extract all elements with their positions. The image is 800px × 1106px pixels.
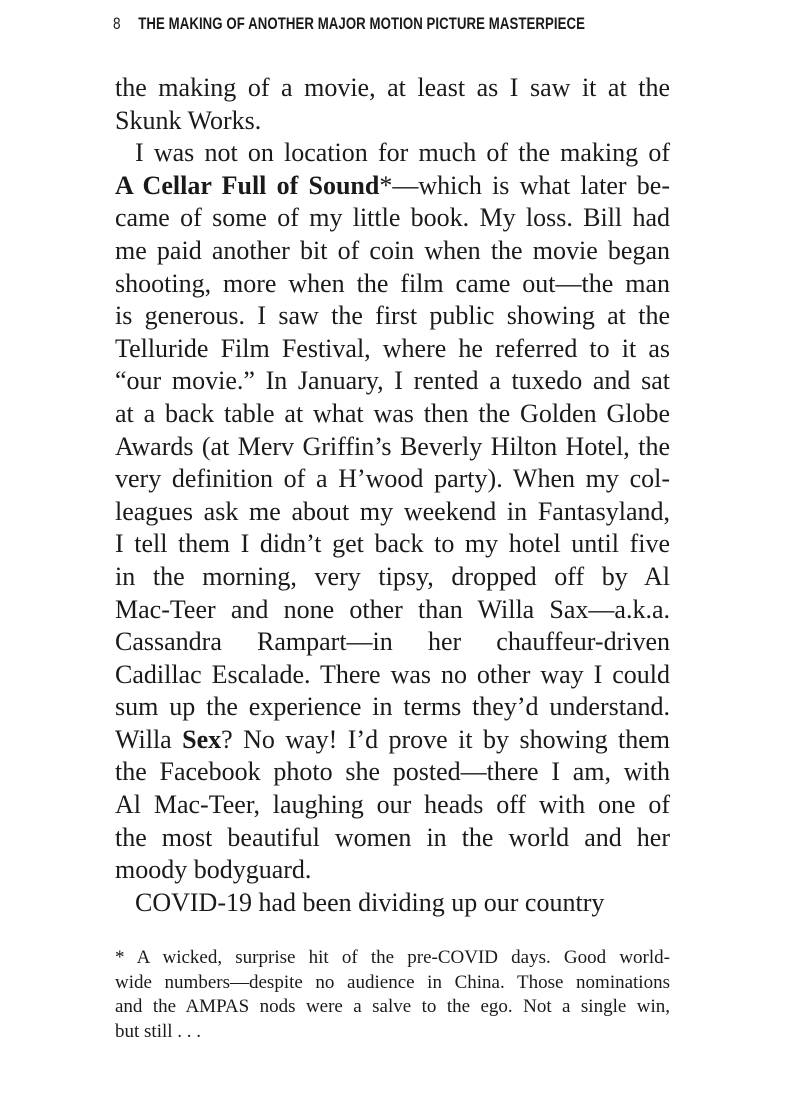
body-line: I was not on location for much of the making of xyxy=(135,138,670,168)
body-line: shooting, more when the film came out—the man xyxy=(115,268,670,298)
bold-word: Sex xyxy=(182,724,222,754)
body-line: Skunk Works. xyxy=(115,105,262,135)
body-line: very definition of a H’wood party). When my col- xyxy=(115,464,670,494)
body-line: Telluride Film Festival, where he referred to it as xyxy=(115,333,670,363)
body-line: I tell them I didn’t get back to my hotel until five xyxy=(115,529,670,559)
footnote-line: wide numbers—despite no audience in China. Those nominations xyxy=(115,971,670,993)
running-head xyxy=(113,12,585,36)
body-line: is generous. I saw the first public showing at the xyxy=(115,301,670,331)
body-line: sum up the experience in terms they’d understand. xyxy=(115,692,670,722)
body-line xyxy=(115,170,670,203)
footnote-line: and the AMPAS nods were a salve to the ego. Not a single win, xyxy=(115,996,670,1017)
body-line xyxy=(115,724,670,757)
page-number: 8 xyxy=(113,14,121,33)
body-line: Mac-Teer and none other than Willa Sax—a.k.a. xyxy=(115,594,670,624)
body-line: Cadillac Escalade. There was no other way I could xyxy=(115,659,670,689)
body-line: Awards (at Merv Griffin’s Beverly Hilton Hotel, the xyxy=(115,431,670,461)
body-line: “our movie.” In January, I rented a tuxedo and sat xyxy=(115,366,670,396)
body-line: came of some of my little book. My loss. Bill had xyxy=(115,203,670,233)
body-line: Al Mac-Teer, laughing our heads off with one of xyxy=(115,790,670,820)
body-line: moody bodyguard. xyxy=(115,855,312,885)
footnote-line: * A wicked, surprise hit of the pre-COVID days. Good world- xyxy=(115,947,670,968)
body-text xyxy=(115,72,670,919)
movie-title: A Cellar Full of Sound xyxy=(115,170,380,200)
running-title: THE MAKING OF ANOTHER MAJOR MOTION PICTURE MASTERPIECE xyxy=(138,15,586,33)
body-line: leagues ask me about my weekend in Fantasyland, xyxy=(115,496,670,526)
body-line-text: *—which is what later be- xyxy=(379,170,670,200)
footnote-line: but still . . . xyxy=(115,1020,202,1042)
body-line-text: Willa xyxy=(115,724,183,754)
body-line: at a back table at what was then the Golden Globe xyxy=(115,398,670,428)
body-line: the most beautiful women in the world and her xyxy=(115,822,670,852)
body-line: the making of a movie, at least as I saw it at the xyxy=(115,73,670,102)
body-line: Cassandra Rampart—in her chauffeur-driven xyxy=(115,627,670,657)
body-line-text: ? No way! I’d prove it by showing them xyxy=(221,724,671,754)
body-line: me paid another bit of coin when the movie began xyxy=(115,235,670,265)
body-line: in the morning, very tipsy, dropped off by Al xyxy=(115,561,670,591)
body-line: COVID-19 had been dividing up our country xyxy=(135,887,605,917)
footnote xyxy=(115,946,670,1044)
body-line: the Facebook photo she posted—there I am, with xyxy=(115,757,670,787)
